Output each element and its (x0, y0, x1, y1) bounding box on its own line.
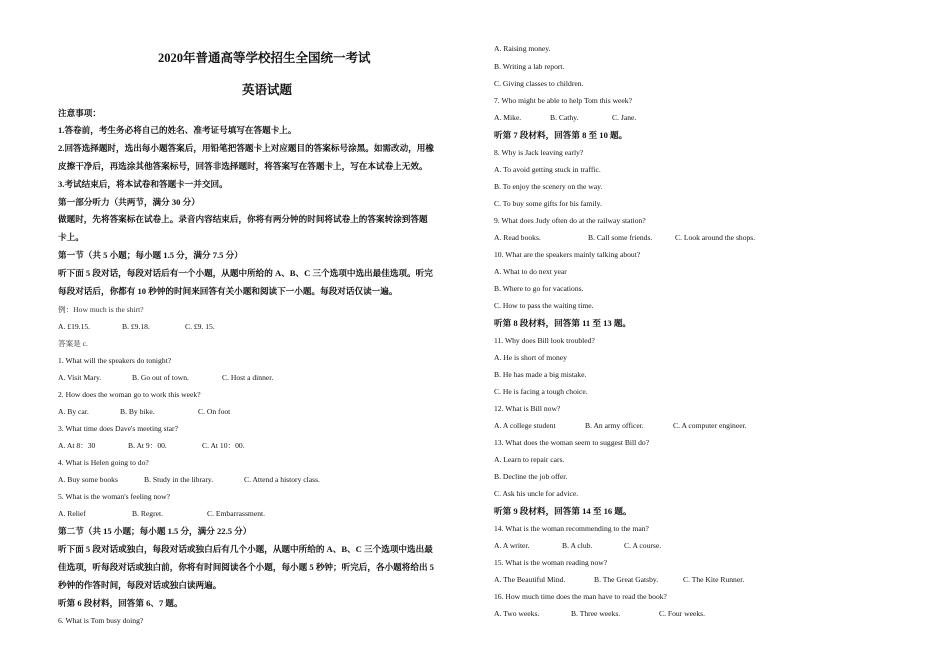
option: C. Giving classes to children. (494, 79, 584, 88)
option: B. Regret. (132, 509, 164, 518)
note-line: 3.考试结束后，将本试卷和答题卡一并交回。 (58, 179, 228, 189)
option: C. £9. 15. (185, 322, 215, 331)
option: B. Go out of town. (132, 373, 189, 382)
option: A. At 8：30 (58, 441, 96, 450)
option: C. Jane. (612, 113, 637, 122)
section1-instruction: 听下面 5 段对话，每段对话后有一个小题，从题中所给的 A、B、C 三个选项中选出最佳选项。听完 (58, 268, 433, 278)
option: C. Ask his uncle for advice. (494, 489, 579, 498)
option: B. Three weeks. (571, 609, 621, 618)
question: 16. How much time does the man have to read the book? (494, 592, 667, 601)
question: 11. Why does Bill look troubled? (494, 336, 595, 345)
question: 10. What are the speakers mainly talking about? (494, 250, 641, 259)
option: C. To buy some gifts for his family. (494, 199, 602, 208)
material-heading: 听第 7 段材料，回答第 8 至 10 题。 (494, 130, 628, 140)
question: 1. What will the speakers do tonight? (58, 356, 172, 365)
section2-instruction: 佳选项，听每段对话或独白前，你将有时间阅读各个小题，每小题 5 秒钟；听完后，各小题将给出 5 (58, 562, 434, 572)
option: A. Read books. (494, 233, 541, 242)
note-line: 1.答卷前，考生务必将自己的姓名、准考证号填写在答题卡上。 (58, 125, 297, 135)
option: C. The Kite Runner. (683, 575, 745, 584)
part1-instruction: 卡上。 (58, 232, 84, 242)
question: 6. What is Tom busy doing? (58, 616, 144, 625)
option: C. Look around the shops. (675, 233, 756, 242)
question: 12. What is Bill now? (494, 404, 561, 413)
exam-title: 2020年普通高等学校招生全国统一考试 (158, 51, 371, 65)
note-line: 皮擦干净后，再选涂其他答案标号，回答非选择题时，将答案写在答题卡上，写在本试卷上无效。 (58, 161, 428, 171)
option: A. Visit Mary. (58, 373, 102, 382)
option: B. A club. (562, 541, 593, 550)
option: B. He has made a big mistake. (494, 370, 587, 379)
option: C. Four weeks. (659, 609, 705, 618)
question: 7. Who might be able to help Tom this week? (494, 96, 632, 105)
option: A. To avoid getting stuck in traffic. (494, 165, 601, 174)
option: B. Cathy. (550, 113, 579, 122)
option: B. Decline the job offer. (494, 472, 568, 481)
note-line: 2.回答选择题时，选出每小题答案后，用铅笔把答题卡上对应题目的答案标号涂黑。如需改动，用橡 (58, 143, 434, 153)
option: C. Embarrassment. (207, 509, 265, 518)
example-answer: 答案是 c. (58, 339, 88, 348)
material-heading: 听第 6 段材料，回答第 6、7 题。 (58, 598, 183, 608)
example-question: 例：How much is the shirt? (58, 305, 144, 314)
option: B. Call some friends. (588, 233, 653, 242)
section2-heading: 第二节（共 15 小题；每小题 1.5 分，满分 22.5 分） (58, 526, 252, 536)
option: A. A writer. (494, 541, 530, 550)
option: A. Relief (58, 509, 86, 518)
option: B. To enjoy the scenery on the way. (494, 182, 603, 191)
option: A. Raising money. (494, 44, 551, 53)
option: A. Learn to repair cars. (494, 455, 565, 464)
question: 8. Why is Jack leaving early? (494, 148, 584, 157)
option: A. Buy some books (58, 475, 118, 484)
option: A. A college student (494, 421, 556, 430)
notes-heading: 注意事项： (58, 108, 101, 118)
question: 13. What does the woman seem to suggest Bill do? (494, 438, 650, 447)
option: A. He is short of money (494, 353, 567, 362)
question: 14. What is the woman recommending to the man? (494, 524, 649, 533)
material-heading: 听第 8 段材料，回答第 11 至 13 题。 (494, 318, 632, 328)
option: C. How to pass the waiting time. (494, 301, 594, 310)
option: A. Two weeks. (494, 609, 540, 618)
option: B. At 9：00. (128, 441, 167, 450)
question: 3. What time does Dave's meeting star? (58, 424, 178, 433)
exam-subtitle: 英语试题 (242, 83, 293, 97)
question: 15. What is the woman reading now? (494, 558, 608, 567)
question: 5. What is the woman's feeling now? (58, 492, 170, 501)
option: C. Attend a history class. (244, 475, 320, 484)
option: C. On foot (198, 407, 231, 416)
option: C. A course. (624, 541, 662, 550)
option: A. By car. (58, 407, 89, 416)
question: 9. What does Judy often do at the railway station? (494, 216, 646, 225)
option: A. What to do next year (494, 267, 567, 276)
section2-instruction: 秒钟的作答时间，每段对话或独白读两遍。 (58, 580, 222, 590)
material-heading: 听第 9 段材料，回答第 14 至 16 题。 (494, 506, 632, 516)
part1-instruction: 做题时，先将答案标在试卷上。录音内容结束后，你将有两分钟的时间将试卷上的答案转涂到答题 (58, 214, 428, 224)
option: B. The Great Gatsby. (594, 575, 659, 584)
option: C. He is facing a tough choice. (494, 387, 588, 396)
part1-heading: 第一部分听力（共两节，满分 30 分） (58, 197, 200, 207)
section1-heading: 第一节（共 5 小题；每小题 1.5 分，满分 7.5 分） (58, 250, 243, 260)
section1-instruction: 每段对话后，你都有 10 秒钟的时间来回答有关小题和阅读下一小题。每段对话仅读一遍。 (58, 286, 398, 296)
option: A. Mike. (494, 113, 522, 122)
option: A. The Beautiful Mind. (494, 575, 566, 584)
option: B. Writing a lab report. (494, 62, 565, 71)
option: A. £19.15. (58, 322, 91, 331)
option: C. A computer engineer. (673, 421, 747, 430)
option: B. By bike. (120, 407, 155, 416)
section2-instruction: 听下面 5 段对话或独白，每段对话或独白后有几个小题，从题中所给的 A、B、C 三个选项中选出最 (58, 544, 433, 554)
question: 4. What is Helen going to do? (58, 458, 149, 467)
question: 2. How does the woman go to work this week? (58, 390, 201, 399)
option: B. Where to go for vacations. (494, 284, 584, 293)
option: B. £9.18. (122, 322, 150, 331)
option: B. Study in the library. (144, 475, 214, 484)
option: C. At 10：00. (202, 441, 245, 450)
option: C. Host a dinner. (222, 373, 274, 382)
option: B. An army officer. (585, 421, 644, 430)
